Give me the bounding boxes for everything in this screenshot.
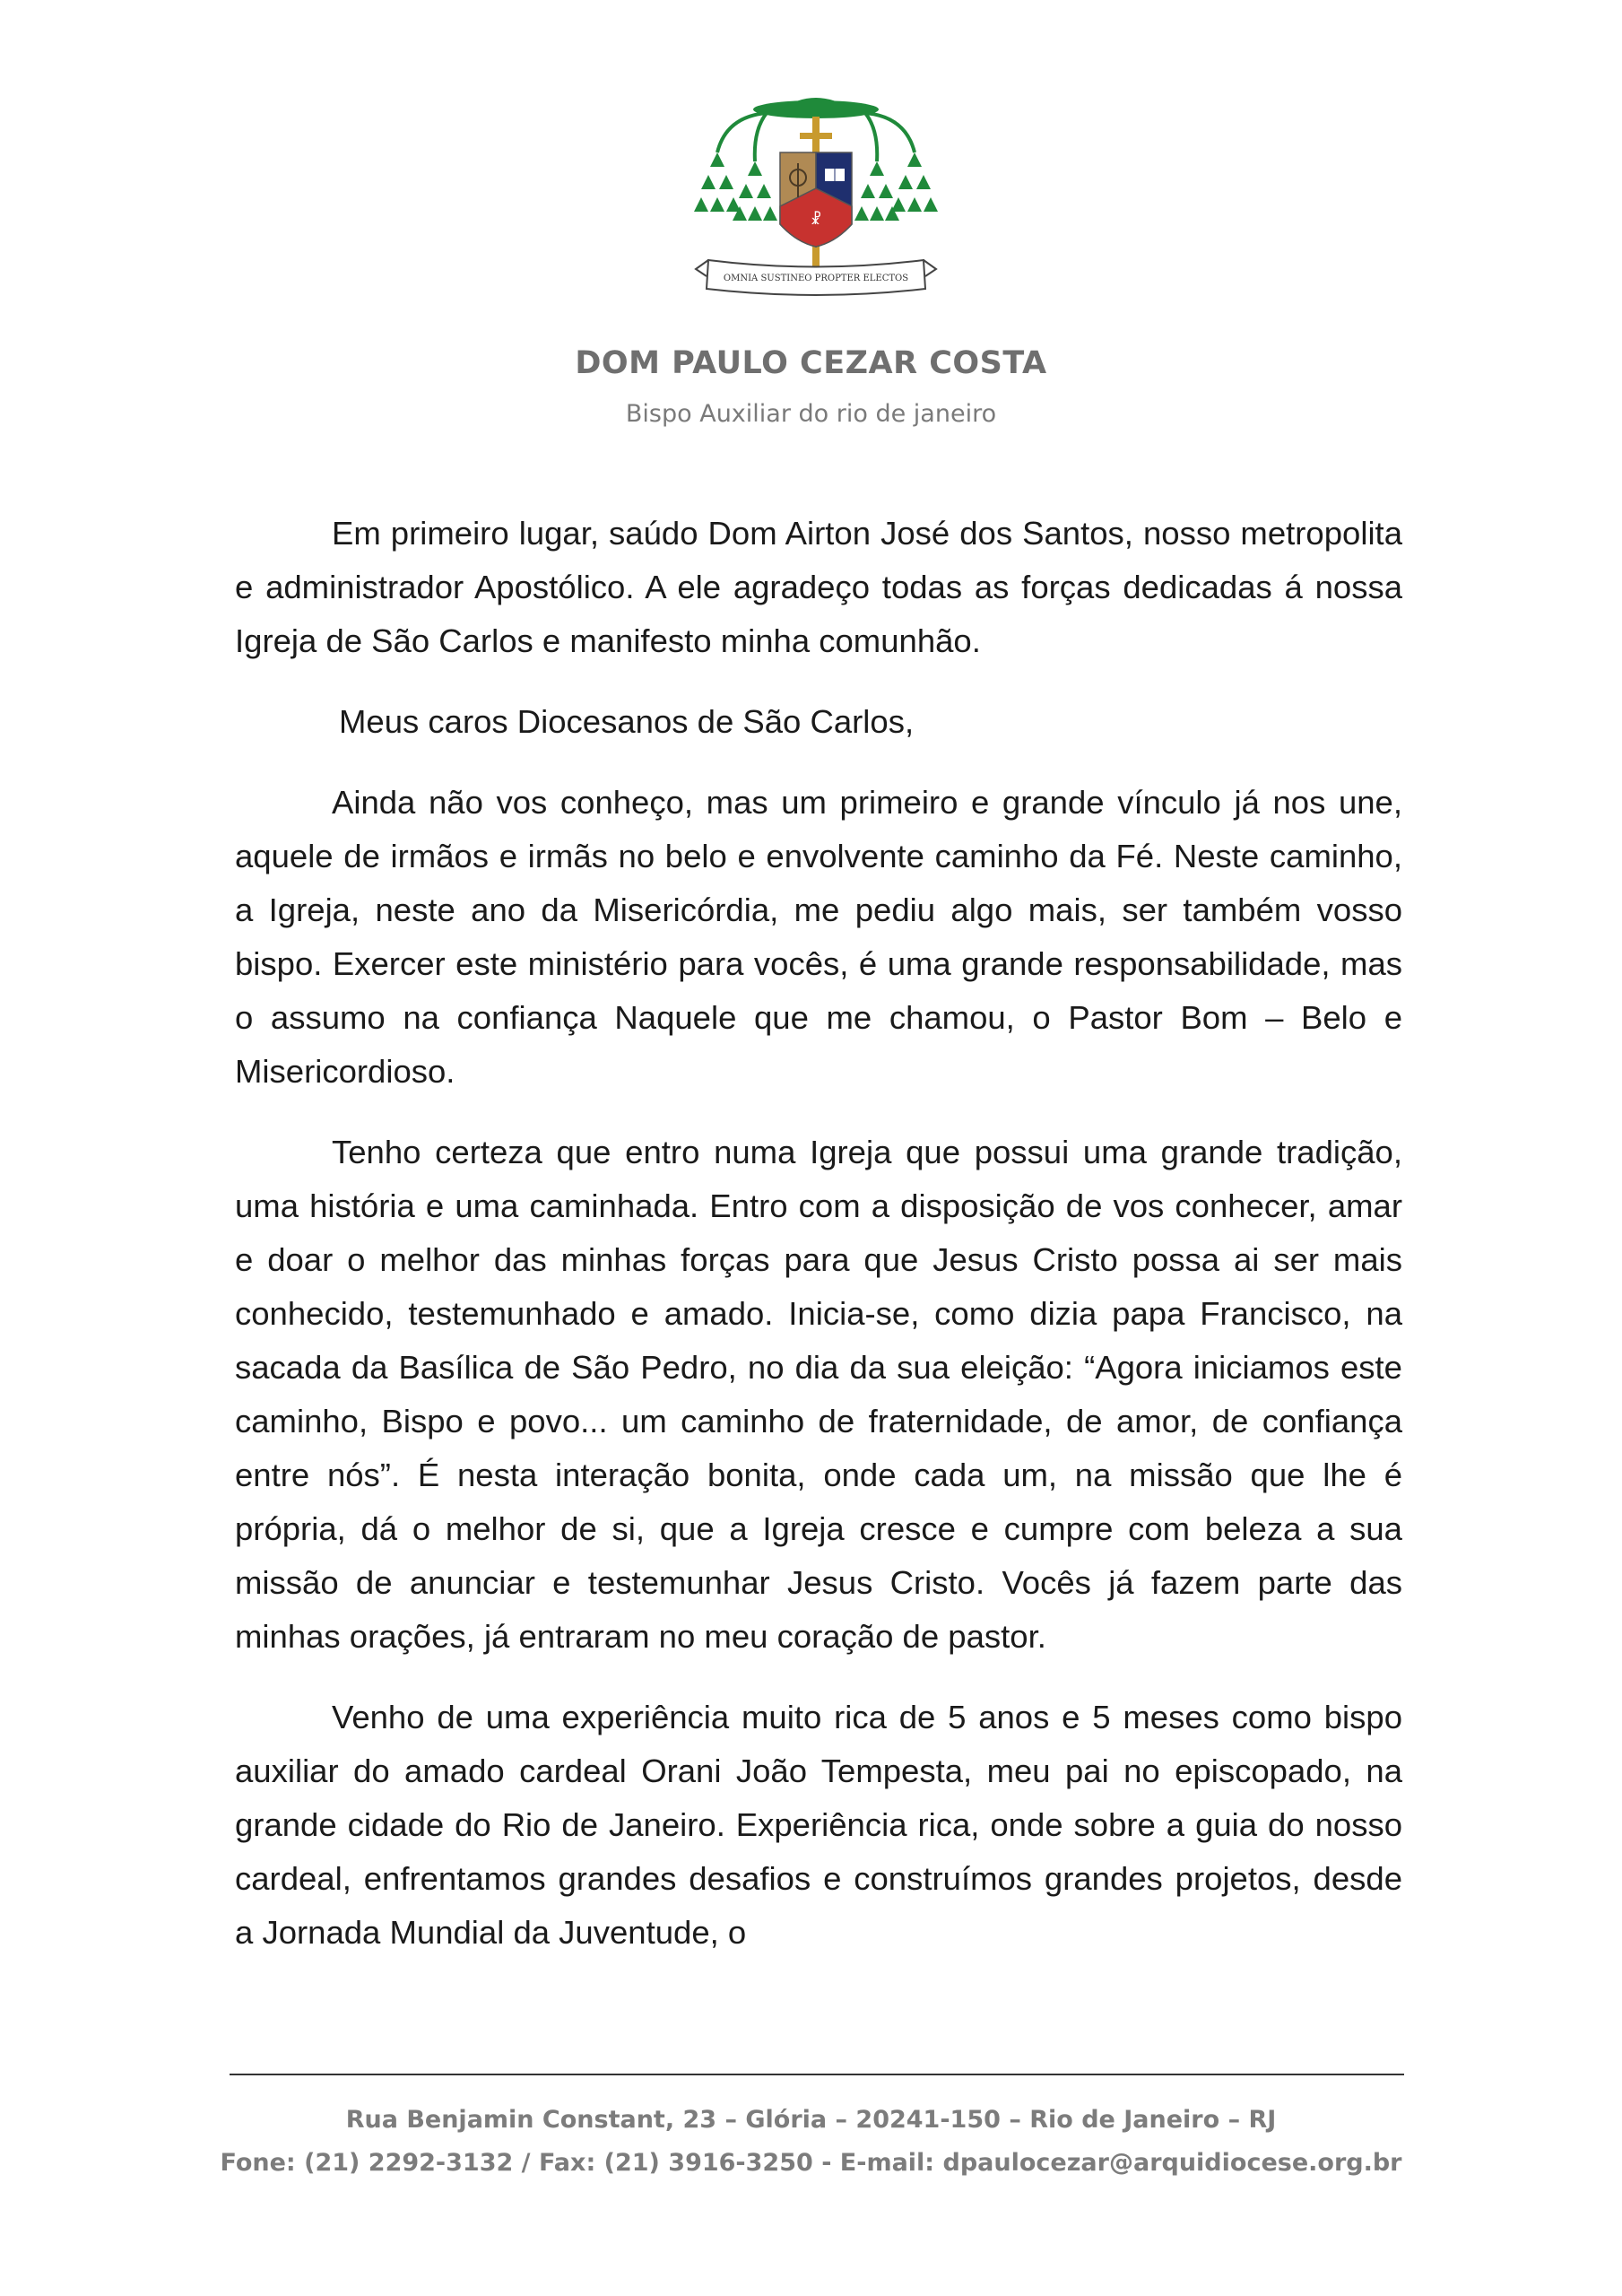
crest-motto: OMNIA SUSTINEO PROPTER ELECTOS: [723, 274, 909, 283]
paragraph: Em primeiro lugar, saúdo Dom Airton José dos Santos, nosso metropolita e administrador Apostólico. A ele agradeço todas as forças dedicadas á nossa Igreja de São Carlos e manifesto minha comunhão.: [235, 515, 1402, 659]
footer-contact: Fone: (21) 2292-3132 / Fax: (21) 3916-3250 - E-mail: dpaulocezar@arquidiocese.org.br: [220, 2149, 1402, 2177]
coat-of-arms-logo: [690, 90, 941, 314]
svg-text:☧: ☧: [810, 211, 822, 228]
salutation: Meus caros Diocesanos de São Carlos,: [339, 703, 915, 740]
footer-address: Rua Benjamin Constant, 23 – Glória – 20241-150 – Rio de Janeiro – RJ: [345, 2106, 1277, 2134]
author-title: Bispo Auxiliar do rio de janeiro: [625, 400, 997, 428]
paragraph: Tenho certeza que entro numa Igreja que possui uma grande tradição, uma história e uma caminhada. Entro com a disposição de vos conhecer, amar e doar o melhor das minhas forças para que Jesus Cristo possa ai ser mais conhecido, testemunhado e amado. Inicia-se, como dizia papa Francisco, na sacada da Basílica de São Pedro, no dia da sua eleição: “Agora iniciamos este caminho, Bispo e povo... um caminho de fraternidade, de amor, de confiança entre nós”. É nesta interação bonita, onde cada um, na missão que lhe é própria, dá o melhor de si, que a Igreja cresce e cumpre com beleza a sua missão de anunciar e testemunhar Jesus Cristo. Vocês já fazem parte das minhas orações, já entraram no meu coração de pastor.: [235, 1134, 1402, 1655]
paragraph: Venho de uma experiência muito rica de 5 anos e 5 meses como bispo auxiliar do amado cardeal Orani João Tempesta, meu pai no episcopado, na grande cidade do Rio de Janeiro. Experiência rica, onde sobre a guia do nosso cardeal, enfrentamos grandes desafios e construímos grandes projetos, desde a Jornada Mundial da Juventude, o: [235, 1699, 1402, 1951]
paragraph: Ainda não vos conheço, mas um primeiro e grande vínculo já nos une, aquele de irmãos e irmãs no belo e envolvente caminho da Fé. Neste caminho, a Igreja, neste ano da Misericórdia, me pediu algo mais, ser também vosso bispo. Exercer este ministério para vocês, é uma grande responsabilidade, mas o assumo na confiança Naquele que me chamou, o Pastor Bom – Belo e Misericordioso.: [235, 784, 1402, 1090]
letter-body: [235, 507, 1402, 1960]
footer-divider: [230, 2074, 1404, 2075]
author-name: DOM PAULO CEZAR COSTA: [575, 345, 1047, 381]
